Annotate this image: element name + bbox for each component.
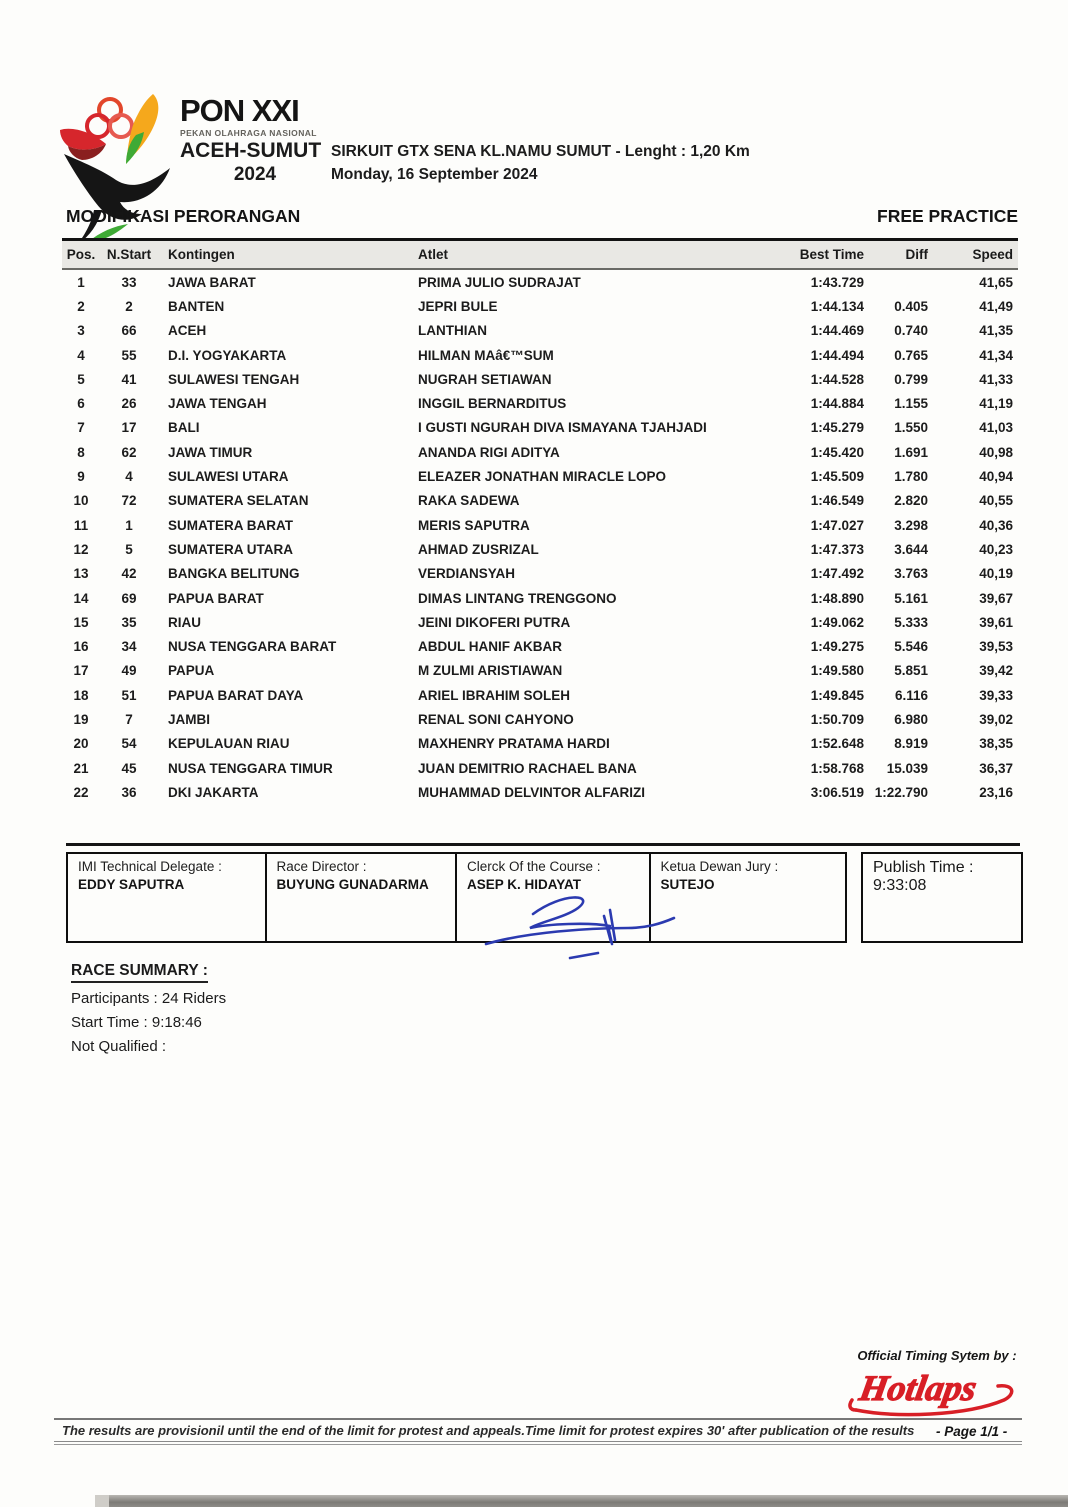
cell-best_time: 1:45.279 [810,420,864,436]
table-row [62,440,1018,464]
race-summary-lines [71,990,226,1055]
divider-rule [66,843,1020,846]
cell-pos: 19 [73,711,89,727]
cell-diff: 6.980 [894,711,928,727]
table-row [62,707,1018,731]
column-header: Speed [972,247,1013,262]
cell-diff: 6.116 [894,687,928,703]
official-label: Race Director : [276,859,367,874]
cell-speed: 41,19 [979,396,1013,412]
table-row [62,586,1018,610]
table-row [62,683,1018,707]
cell-pos: 17 [73,663,89,679]
cell-pos: 22 [73,784,89,800]
official-label: Clerck Of the Course : [467,859,601,874]
cell-n_start: 33 [121,274,137,290]
cell-diff: 0.765 [894,347,928,363]
cell-pos: 13 [73,566,89,582]
cell-n_start: 26 [121,396,137,412]
cell-kontingen: JAWA BARAT [168,274,256,290]
cell-atlet: I GUSTI NGURAH DIVA ISMAYANA TJAHJADI [418,420,707,436]
cell-kontingen: BANGKA BELITUNG [168,566,300,582]
cell-kontingen: ACEH [168,323,207,339]
logo-title: PON XXI [180,93,299,128]
cell-diff: 3.763 [894,566,928,582]
cell-best_time: 1:49.580 [810,663,864,679]
logo-subtitle: PEKAN OLAHRAGA NASIONAL [180,128,317,138]
cell-kontingen: PAPUA BARAT [168,590,264,606]
signature-icon [478,888,683,966]
cell-pos: 8 [77,444,85,460]
cell-speed: 39,02 [979,711,1013,727]
publish-time-box [861,852,1023,943]
cell-diff: 1.780 [894,469,928,485]
page-number: - Page 1/1 - [936,1424,1008,1439]
cell-kontingen: PAPUA [168,663,215,679]
cell-n_start: 35 [121,614,137,630]
event-date: Monday, 16 September 2024 [331,166,538,183]
table-row [62,343,1018,367]
cell-diff: 1.550 [894,420,928,436]
cell-diff: 0.799 [894,371,928,387]
cell-atlet: RAKA SADEWA [418,493,520,509]
cell-n_start: 34 [121,639,137,655]
table-row [62,464,1018,488]
timing-credit: Official Timing Sytem by : [857,1348,1017,1363]
cell-n_start: 66 [121,323,137,339]
footer-rule-bottom [54,1441,1022,1445]
cell-diff: 0.405 [894,298,928,314]
cell-speed: 41,33 [979,371,1013,387]
cell-n_start: 17 [121,420,137,436]
logo-wordmark [180,93,330,186]
cell-atlet: ARIEL IBRAHIM SOLEH [418,687,571,703]
cell-pos: 18 [73,687,89,703]
summary-line: Participants : 24 Riders [71,990,227,1007]
table-row [62,562,1018,586]
cell-pos: 10 [73,493,89,509]
cell-atlet: NUGRAH SETIAWAN [418,371,552,387]
cell-diff: 1:22.790 [874,784,928,800]
cell-kontingen: BANTEN [168,298,225,314]
cell-kontingen: NUSA TENGGARA TIMUR [168,760,333,776]
cell-atlet: JEINI DIKOFERI PUTRA [418,614,571,630]
cell-atlet: LANTHIAN [418,323,487,339]
official-label: IMI Technical Delegate : [78,859,222,874]
cell-kontingen: SUMATERA SELATAN [168,493,309,509]
cell-diff: 8.919 [894,736,928,752]
cell-best_time: 3:06.519 [810,784,864,800]
table-row [62,537,1018,561]
cell-diff: 1.691 [894,444,928,460]
cell-speed: 40,98 [979,444,1013,460]
cell-n_start: 49 [121,663,137,679]
cell-speed: 41,35 [979,323,1013,339]
logo-year: 2024 [233,164,277,185]
cell-kontingen: JAMBI [168,711,211,727]
cell-kontingen: D.I. YOGYAKARTA [168,347,287,363]
cell-atlet: ABDUL HANIF AKBAR [418,639,562,655]
cell-pos: 7 [77,420,85,436]
cell-speed: 40,94 [979,469,1013,485]
cell-speed: 39,67 [979,590,1013,606]
results-table [62,238,1018,805]
cell-atlet: M ZULMI ARISTIAWAN [418,663,563,679]
cell-pos: 5 [77,371,85,387]
cell-kontingen: SUMATERA BARAT [168,517,293,533]
cell-diff: 5.546 [894,639,928,655]
summary-line: Start Time : 9:18:46 [71,1014,202,1031]
cell-diff: 1.155 [894,396,928,412]
cell-pos: 11 [73,517,89,533]
cell-n_start: 7 [125,711,133,727]
race-summary-heading: RACE SUMMARY : [71,962,208,983]
cell-atlet: MAXHENRY PRATAMA HARDI [418,736,610,752]
cell-speed: 40,36 [979,517,1013,533]
cell-best_time: 1:44.469 [810,323,864,339]
cell-best_time: 1:47.027 [810,517,864,533]
session-title: FREE PRACTICE [877,206,1018,226]
cell-speed: 36,37 [979,760,1013,776]
cell-speed: 41,03 [979,420,1013,436]
cell-diff: 5.851 [894,663,928,679]
cell-n_start: 72 [121,493,137,509]
cell-best_time: 1:58.768 [810,760,864,776]
cell-speed: 41,65 [979,274,1013,290]
cell-kontingen: DKI JAKARTA [168,784,259,800]
cell-n_start: 69 [121,590,137,606]
column-header: Kontingen [168,247,235,262]
cell-best_time: 1:43.729 [810,274,864,290]
footer-disclaimer: The results are provisionil until the end of the limit for protest and appeals.Time limit for protest expires 30' after publication of the results [62,1423,915,1438]
cell-best_time: 1:48.890 [810,590,864,606]
table-row [62,391,1018,415]
cell-speed: 40,55 [979,493,1013,509]
cell-n_start: 1 [125,517,133,533]
table-row [62,270,1018,294]
table-row [62,610,1018,634]
cell-speed: 39,53 [979,639,1013,655]
cell-pos: 20 [73,736,89,752]
table-row [62,416,1018,440]
official-label: Ketua Dewan Jury : [660,859,779,874]
cell-n_start: 55 [121,347,137,363]
cell-atlet: PRIMA JULIO SUDRAJAT [418,274,581,290]
cell-best_time: 1:46.549 [810,493,864,509]
cell-pos: 12 [73,541,89,557]
cell-best_time: 1:49.275 [810,639,864,655]
cell-speed: 38,35 [979,736,1013,752]
cell-kontingen: PAPUA BARAT DAYA [168,687,304,703]
cell-n_start: 45 [121,760,137,776]
column-header: Pos. [66,247,96,262]
cell-n_start: 51 [121,687,137,703]
cell-best_time: 1:47.492 [810,566,864,582]
race-summary [71,962,226,1055]
cell-n_start: 54 [121,736,137,752]
table-row [62,319,1018,343]
cell-kontingen: NUSA TENGGARA BARAT [168,639,337,655]
table-row [62,756,1018,780]
cell-pos: 16 [73,639,89,655]
cell-diff: 3.644 [894,541,928,557]
cell-n_start: 2 [125,298,133,314]
column-header: Diff [905,247,928,262]
table-row [62,780,1018,804]
cell-kontingen: SULAWESI UTARA [168,469,289,485]
cell-speed: 40,19 [979,566,1013,582]
cell-atlet: VERDIANSYAH [418,566,516,582]
category-title: MODIFIKASI PERORANGAN [66,206,301,226]
cell-kontingen: JAWA TIMUR [168,444,253,460]
cell-pos: 21 [73,760,89,776]
scan-edge [0,1495,1068,1507]
cell-speed: 41,49 [979,298,1013,314]
cell-n_start: 36 [121,784,137,800]
cell-diff: 2.820 [894,493,928,509]
circuit-info: SIRKUIT GTX SENA KL.NAMU SUMUT - Lenght : 1,20 Km [331,143,750,160]
column-header: N.Start [106,247,152,262]
cell-pos: 2 [77,298,85,314]
cell-diff: 0.740 [894,323,928,339]
results-header [62,238,1018,270]
cell-atlet: MERIS SAPUTRA [418,517,530,533]
cell-best_time: 1:44.494 [810,347,864,363]
official-name: SUTEJO [660,877,715,892]
cell-speed: 39,42 [979,663,1013,679]
publish-time-value: 9:33:08 [873,877,927,894]
table-row [62,659,1018,683]
cell-kontingen: BALI [168,420,200,436]
cell-speed: 23,16 [979,784,1013,800]
official-name: BUYUNG GUNADARMA [276,877,429,892]
hotlaps-logo-icon [846,1366,1024,1418]
cell-speed: 41,34 [979,347,1013,363]
cell-atlet: INGGIL BERNARDITUS [418,396,567,412]
cell-best_time: 1:49.845 [810,687,864,703]
cell-atlet: AHMAD ZUSRIZAL [418,541,539,557]
table-row [62,294,1018,318]
cell-n_start: 5 [125,541,133,557]
cell-best_time: 1:52.648 [810,736,864,752]
cell-pos: 3 [77,323,85,339]
cell-atlet: HILMAN MAâ€™SUM [418,347,554,363]
official-box [265,852,458,943]
cell-n_start: 62 [121,444,137,460]
officials-row [66,852,847,943]
cell-atlet: JEPRI BULE [418,298,498,314]
official-name: EDDY SAPUTRA [78,877,185,892]
cell-pos: 6 [77,396,85,412]
cell-n_start: 42 [121,566,137,582]
cell-kontingen: KEPULAUAN RIAU [168,736,290,752]
summary-line: Not Qualified : [71,1038,167,1055]
column-header: Atlet [418,247,448,262]
logo-region: ACEH-SUMUT [180,139,322,162]
table-row [62,489,1018,513]
pon-xxi-logo-icon [58,92,180,260]
cell-best_time: 1:45.509 [810,469,864,485]
cell-diff: 3.298 [894,517,928,533]
cell-pos: 1 [77,274,85,290]
scan-edge-corner [0,1495,109,1507]
cell-atlet: JUAN DEMITRIO RACHAEL BANA [418,760,637,776]
cell-kontingen: SUMATERA UTARA [168,541,293,557]
cell-best_time: 1:50.709 [810,711,864,727]
cell-best_time: 1:49.062 [810,614,864,630]
cell-kontingen: JAWA TENGAH [168,396,267,412]
cell-best_time: 1:44.528 [810,371,864,387]
footer-rule-top [54,1418,1022,1420]
cell-best_time: 1:44.134 [810,298,864,314]
results-rows [62,270,1018,805]
column-header: Best Time [799,247,864,262]
cell-diff: 15.039 [886,760,928,776]
cell-n_start: 4 [125,469,133,485]
cell-pos: 15 [73,614,89,630]
cell-pos: 14 [73,590,89,606]
cell-speed: 39,33 [979,687,1013,703]
table-row [62,732,1018,756]
cell-speed: 40,23 [979,541,1013,557]
cell-atlet: DIMAS LINTANG TRENGGONO [418,590,617,606]
cell-diff: 5.333 [894,614,928,630]
cell-best_time: 1:47.373 [810,541,864,557]
cell-atlet: RENAL SONI CAHYONO [418,711,574,727]
table-row [62,634,1018,658]
table-row [62,367,1018,391]
official-name: ASEP K. HIDAYAT [467,877,582,892]
cell-best_time: 1:45.420 [810,444,864,460]
cell-kontingen: SULAWESI TENGAH [168,371,300,387]
cell-best_time: 1:44.884 [810,396,864,412]
cell-pos: 9 [77,469,85,485]
official-box [66,852,267,943]
cell-n_start: 41 [121,371,137,387]
cell-atlet: ANANDA RIGI ADITYA [418,444,560,460]
cell-kontingen: RIAU [168,614,201,630]
cell-pos: 4 [77,347,85,363]
cell-speed: 39,61 [979,614,1013,630]
svg-text:Hotlaps: Hotlaps [856,1368,980,1408]
table-row [62,513,1018,537]
publish-time-label: Publish Time : [873,859,974,876]
cell-diff: 5.161 [894,590,928,606]
cell-atlet: MUHAMMAD DELVINTOR ALFARIZI [418,784,645,800]
cell-atlet: ELEAZER JONATHAN MIRACLE LOPO [418,469,667,485]
